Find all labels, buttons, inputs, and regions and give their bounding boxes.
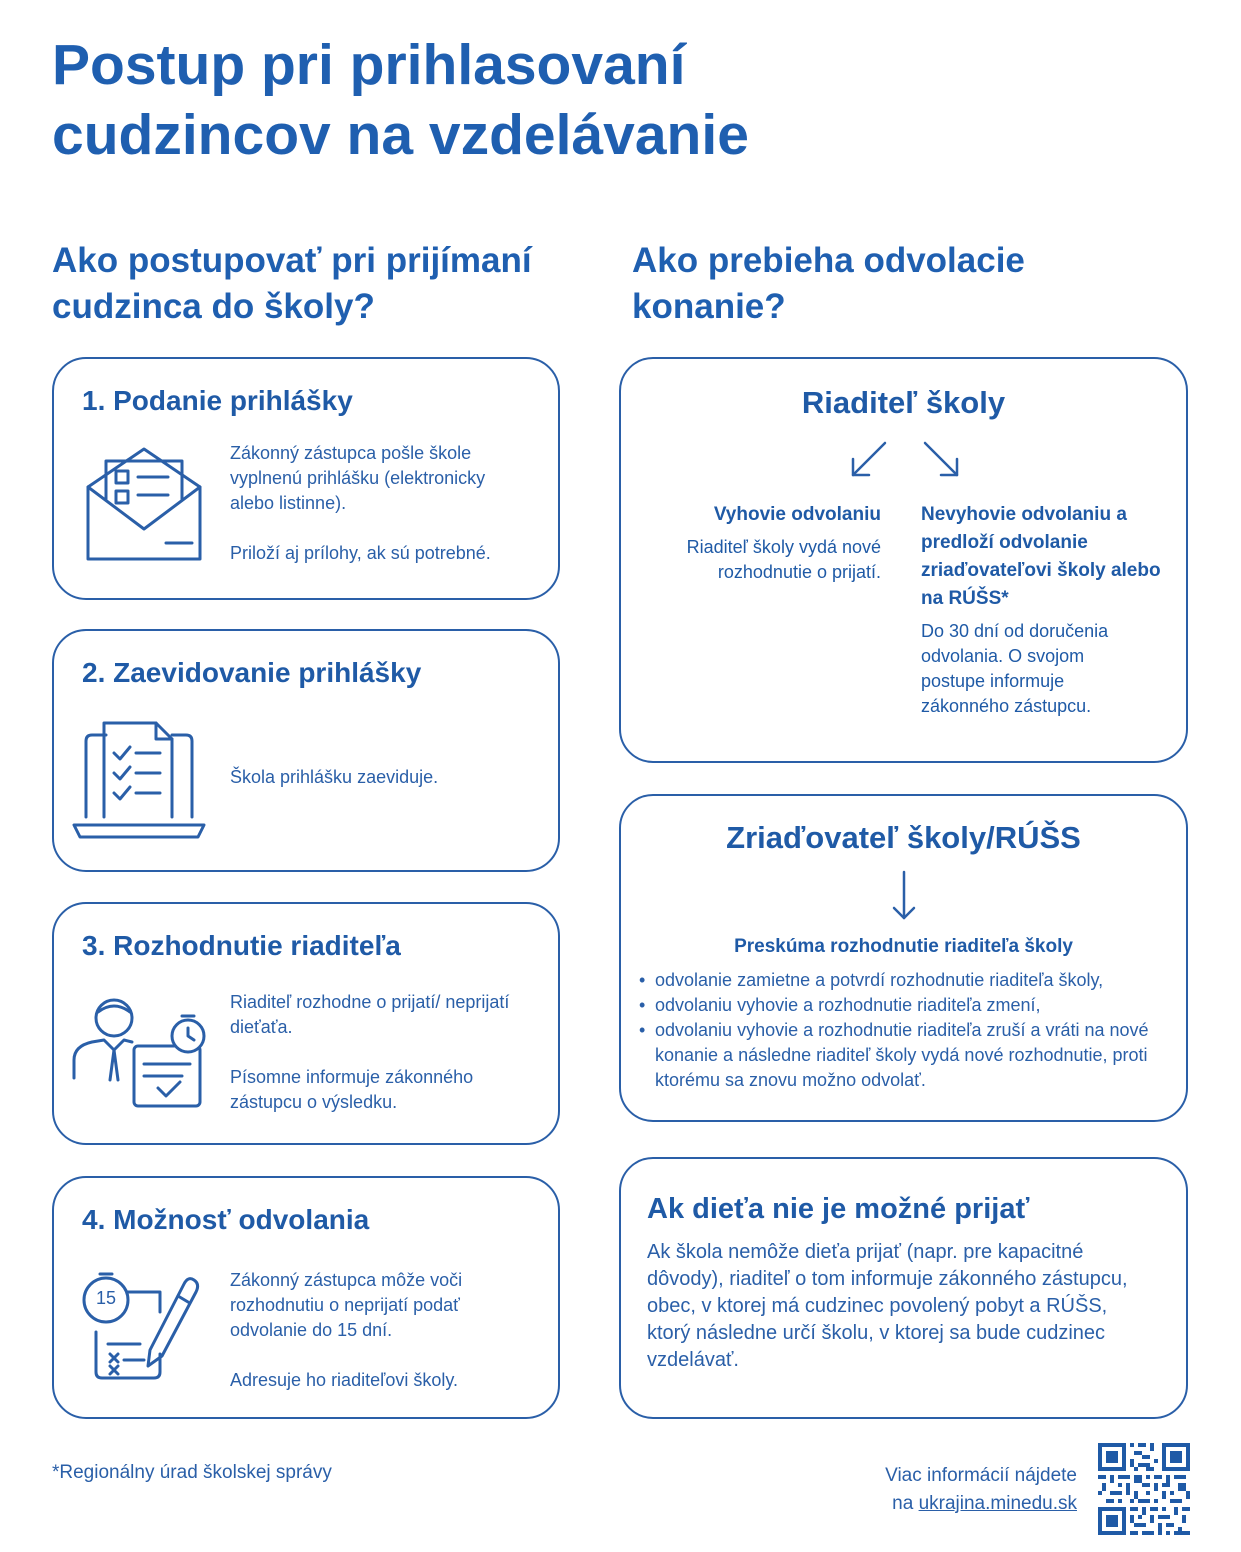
more-info-line2 <box>885 1490 1077 1518</box>
step-description <box>230 1268 530 1393</box>
director-decision-icon <box>70 990 214 1116</box>
right-column-heading <box>632 238 1025 330</box>
step-paragraph: Priloží aj prílohy, ak sú potrebné. <box>230 543 491 563</box>
director-card-title: Riaditeľ školy <box>801 385 1006 420</box>
step-title: 3. Rozhodnutie riaditeľa <box>82 930 401 961</box>
step-card-4 <box>52 1176 560 1419</box>
list-item: • odvolanie zamietne a potvrdí rozhodnutie riaditeľa školy, <box>639 968 1179 993</box>
list-item: • odvolaniu vyhovie a rozhodnutie riaditeľa zmení, <box>639 993 1179 1018</box>
director-accept-branch <box>641 501 881 585</box>
director-reject-branch <box>921 501 1161 719</box>
step-title: 1. Podanie prihlášky <box>82 385 353 416</box>
step-description <box>230 441 530 566</box>
step-title: 2. Zaevidovanie prihlášky <box>82 657 422 688</box>
accept-heading: Vyhovie odvolaniu <box>713 504 881 525</box>
left-heading-line2: cudzinca do školy? <box>52 287 375 326</box>
cannot-admit-title: Ak dieťa nie je možné prijať <box>647 1193 1030 1225</box>
reject-heading: Nevyhovie odvolaniu a predloží odvolanie zriaďovateľovi školy alebo na RÚŠS* <box>921 504 1161 609</box>
arrow-down-right-icon <box>921 441 961 477</box>
cannot-admit-card <box>619 1157 1188 1419</box>
step-paragraph: Zákonný zástupca môže voči rozhodnutiu o neprijatí podať odvolanie do 15 dní. <box>230 1270 463 1340</box>
footnote: *Regionálny úrad školskej správy <box>52 1462 332 1483</box>
arrow-down-left-icon <box>849 441 889 477</box>
founder-card-title: Zriaďovateľ školy/RÚŠS <box>726 820 1081 855</box>
envelope-form-icon <box>82 443 206 563</box>
more-info-line1: Viac informácií nájdete <box>885 1465 1077 1486</box>
website-link[interactable]: ukrajina.minedu.sk <box>918 1493 1077 1514</box>
qr-code-icon[interactable] <box>1098 1443 1190 1535</box>
founder-card <box>619 794 1188 1122</box>
director-card <box>619 357 1188 763</box>
arrow-down-icon <box>891 870 917 922</box>
step-description <box>230 990 530 1115</box>
reject-text: Do 30 dní od doručenia odvolania. O svojom postupe informuje zákonného zástupcu. <box>921 621 1109 716</box>
step-card-3 <box>52 902 560 1145</box>
step-paragraph: Riaditeľ rozhodne o prijatí/ neprijatí dieťaťa. <box>230 992 510 1037</box>
step-description <box>230 765 530 790</box>
step-card-2 <box>52 629 560 872</box>
step-paragraph: Škola prihlášku zaeviduje. <box>230 767 439 787</box>
more-info <box>885 1462 1077 1518</box>
left-column-heading <box>52 238 532 330</box>
appeal-timer-icon <box>80 1262 204 1388</box>
page-title <box>52 30 749 170</box>
founder-subheading: Preskúma rozhodnutie riaditeľa školy <box>734 936 1073 957</box>
step-card-1 <box>52 357 560 600</box>
laptop-checklist-icon <box>72 721 206 843</box>
left-heading-line1: Ako postupovať pri prijímaní <box>52 241 532 280</box>
cannot-admit-text: Ak škola nemôže dieťa prijať (napr. pre kapacitné dôvody), riaditeľ o tom informuje zákonného zástupcu, obec, v ktorej má cudzinec povolený pobyt a RÚŠS, ktorý následne určí školu, v ktorej sa bude cudzinec vzdelávať. <box>647 1241 1128 1371</box>
more-info-prefix: na <box>892 1493 919 1514</box>
timer-number: 15 <box>95 1288 117 1308</box>
right-heading-line1: Ako prebieha odvolacie <box>632 241 1025 280</box>
step-title: 4. Možnosť odvolania <box>82 1204 370 1235</box>
accept-text: Riaditeľ školy vydá nové rozhodnutie o prijatí. <box>686 537 881 582</box>
right-heading-line2: konanie? <box>632 287 786 326</box>
founder-outcomes-list <box>639 968 1179 1093</box>
step-paragraph: Písomne informuje zákonného zástupcu o výsledku. <box>230 1067 474 1112</box>
step-paragraph: Adresuje ho riaditeľovi školy. <box>230 1370 459 1390</box>
page-title-line2: cudzincov na vzdelávanie <box>52 103 749 167</box>
page-title-line1: Postup pri prihlasovaní <box>52 33 686 97</box>
step-paragraph: Zákonný zástupca pošle škole vyplnenú prihlášku (elektronicky alebo listinne). <box>230 443 486 513</box>
list-item: • odvolaniu vyhovie a rozhodnutie riaditeľa zruší a vráti na nové konanie a následne riaditeľ školy vydá nové rozhodnutie, proti ktorému sa znovu možno odvolať. <box>639 1018 1179 1093</box>
